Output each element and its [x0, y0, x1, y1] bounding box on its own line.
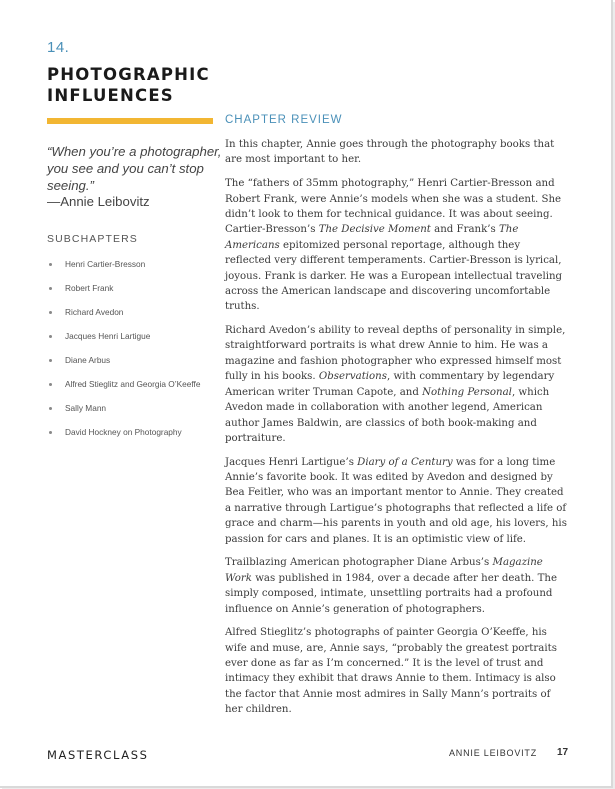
book-title: Observations — [318, 371, 387, 383]
chapter-number: 14. — [47, 39, 70, 56]
book-title: The Decisive Moment — [318, 224, 431, 236]
review-paragraph — [225, 455, 569, 547]
paragraph-text: epitomized personal reportage, although they reflected very different temperaments. Cartier-Bresson is lyrical, joyous. Frank is darker. He was a European intellectual traveling across the American landscape and discovering uncomfortable truths. — [225, 239, 563, 313]
subchapter-item: Sally Mann — [47, 401, 217, 416]
paragraph-text: and Frank’s — [430, 224, 499, 236]
subchapter-item: Diane Arbus — [47, 353, 217, 368]
quote-text: “When you’re a photographer, you see and you can’t stop seeing.” — [47, 144, 222, 193]
book-title: The Americans — [225, 224, 519, 251]
subchapter-item: David Hockney on Photography — [47, 425, 217, 440]
page-number: 17 — [557, 747, 569, 758]
paragraph-text: Alfred Stieglitz’s photographs of painter Georgia O’Keeffe, his wife and muse, are, Annie says, “probably the greatest portraits ever done as far as I’m concerned.” It is the level of trust and intimacy they exhibit that draws Annie to them. Intimacy is also the factor that Annie most admires in Sally Mann’s portraits of her children. — [225, 627, 557, 716]
chapter-review-body — [225, 137, 569, 726]
footer-author: ANNIE LEIBOVITZ — [449, 748, 538, 758]
book-title: Nothing Personal — [422, 386, 512, 398]
paragraph-text: Richard Avedon’s ability to reveal depths of personality in simple, straightforward portraits is what drew Annie to him. He was a magazine and fashion photographer who expressed himself most fully in his books. — [225, 325, 566, 383]
pull-quote — [47, 144, 222, 211]
subchapter-item: Alfred Stieglitz and Georgia O’Keeffe — [47, 377, 217, 392]
chapter-review-heading: CHAPTER REVIEW — [225, 114, 343, 126]
review-paragraph — [225, 555, 569, 617]
book-title: Diary of a Century — [357, 456, 453, 468]
book-title: Magazine Work — [225, 557, 543, 584]
paragraph-text: was published in 1984, over a decade after her death. The simply composed, intimate, unsettling portraits had a profound influence on Annie’s generation of photographers. — [225, 572, 557, 615]
subchapter-item: Henri Cartier-Bresson — [47, 257, 217, 272]
paragraph-text: , which Avedon made in collaboration with another legend, American author James Baldwin, are classics of both book-making and portraiture. — [225, 386, 550, 444]
review-paragraph — [225, 176, 569, 315]
paragraph-text: Trailblazing American photographer Diane Arbus’s — [225, 557, 493, 569]
subchapter-item: Jacques Henri Lartigue — [47, 329, 217, 344]
paragraph-text: In this chapter, Annie goes through the photography books that are most important to her. — [225, 139, 555, 166]
subchapters-list — [47, 257, 217, 449]
quote-attribution: —Annie Leibovitz — [47, 194, 150, 210]
subchapters-heading: SUBCHAPTERS — [47, 233, 138, 245]
paragraph-text: , with commentary by legendary American writer Truman Capote, and — [225, 371, 555, 398]
subchapter-item: Richard Avedon — [47, 305, 217, 320]
review-paragraph — [225, 137, 569, 168]
review-paragraph — [225, 323, 569, 446]
paragraph-text: was for a long time Annie’s favorite book. It was edited by Avedon and designed by Bea Feitler, who was an important mentor to Annie. They created a narrative through Lartigue’s photographs that reflected a life of grace and charm—his parents in youth and old age, his lovers, his passion for cars and planes. It is an optimistic view of life. — [225, 456, 567, 545]
footer-brand: MASTERCLASS — [47, 748, 149, 762]
chapter-title: PHOTOGRAPHIC INFLUENCES — [47, 65, 210, 105]
paragraph-text: Jacques Henri Lartigue’s — [225, 456, 358, 468]
subchapter-item: Robert Frank — [47, 281, 217, 296]
accent-bar — [47, 118, 213, 124]
paragraph-text: The “fathers of 35mm photography,” Henri Cartier-Bresson and Robert Frank, were Annie’s models when she was a student. She didn’t look to them for technical guidance. It was about seeing. Cartier-Bresson’s — [225, 178, 562, 236]
review-paragraph — [225, 625, 569, 717]
